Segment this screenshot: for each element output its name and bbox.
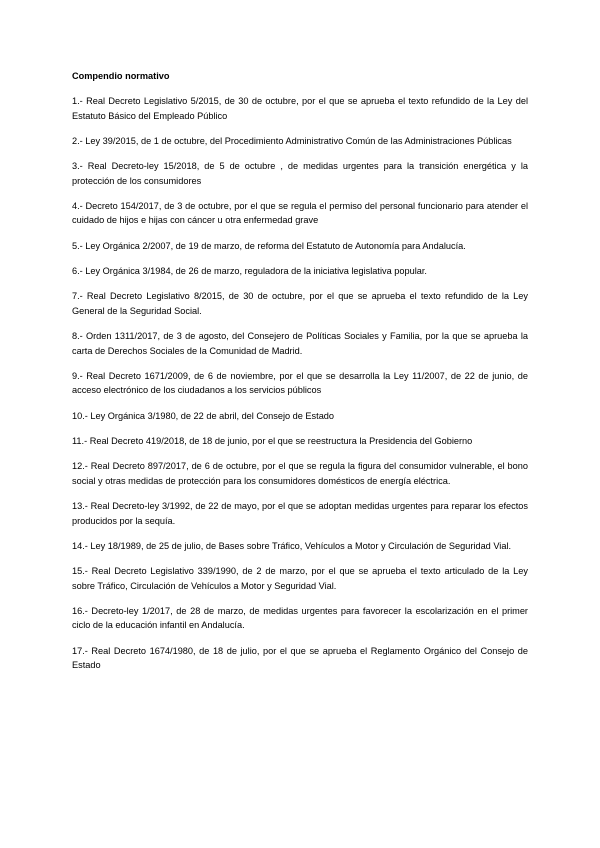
list-item: 15.- Real Decreto Legislativo 339/1990, de 2 de marzo, por el que se aprueba el texto articulado de la Ley sobre Tráfico, Circulación de Vehículos a Motor y Seguridad Vial. (72, 566, 528, 591)
list-item: 8.- Orden 1311/2017, de 3 de agosto, del Consejero de Políticas Sociales y Familia, por la que se aprueba la carta de Derechos Sociales de la Comunidad de Madrid. (72, 331, 528, 356)
list-item: 3.- Real Decreto-ley 15/2018, de 5 de octubre , de medidas urgentes para la transición energética y la protección de los consumidores (72, 161, 528, 186)
list-item: 13.- Real Decreto-ley 3/1992, de 22 de mayo, por el que se adoptan medidas urgentes para reparar los efectos producidos por la sequía. (72, 501, 528, 526)
list-item: 7.- Real Decreto Legislativo 8/2015, de 30 de octubre, por el que se aprueba el texto refundido de la Ley General de la Seguridad Social. (72, 291, 528, 316)
document-page (72, 70, 528, 684)
document-title: Compendio normativo (72, 71, 170, 81)
list-item: 14.- Ley 18/1989, de 25 de julio, de Bases sobre Tráfico, Vehículos a Motor y Circulación de Seguridad Vial. (72, 540, 512, 551)
list-item: 16.- Decreto-ley 1/2017, de 28 de marzo, de medidas urgentes para favorecer la escolarización en el primer ciclo de la educación infantil en Andalucía. (72, 605, 528, 631)
list-item: 17.- Real Decreto 1674/1980, de 18 de julio, por el que se aprueba el Reglamento Orgánico del Consejo de Estado (72, 645, 528, 671)
list-item: 4.- Decreto 154/2017, de 3 de octubre, por el que se regula el permiso del personal funcionario para atender el cuidado de hijos e hijas con cáncer u otra enfermedad grave (72, 200, 528, 226)
list-item: 6.- Ley Orgánica 3/1984, de 26 de marzo, reguladora de la iniciativa legislativa popular. (72, 265, 427, 276)
list-item: 10.- Ley Orgánica 3/1980, de 22 de abril, del Consejo de Estado (72, 410, 335, 421)
list-item: 9.- Real Decreto 1671/2009, de 6 de noviembre, por el que se desarrolla la Ley 11/2007, de 22 de junio, de acceso electrónico de los ciudadanos a los servicios públicos (72, 370, 528, 396)
list-item: 11.- Real Decreto 419/2018, de 18 de junio, por el que se reestructura la Presidencia del Gobierno (72, 435, 473, 446)
list-item: 1.- Real Decreto Legislativo 5/2015, de 30 de octubre, por el que se aprueba el texto refundido de la Ley del Estatuto Básico del Empleado Público (72, 96, 528, 121)
list-item: 12.- Real Decreto 897/2017, de 6 de octubre, por el que se regula la figura del consumidor vulnerable, el bono social y otras medidas de protección para los consumidores domésticos de energía eléctrica. (72, 461, 528, 486)
list-item: 5.- Ley Orgánica 2/2007, de 19 de marzo, de reforma del Estatuto de Autonomía para Andalucía. (72, 240, 466, 251)
list-item: 2.- Ley 39/2015, de 1 de octubre, del Procedimiento Administrativo Común de las Administraciones Públicas (72, 135, 512, 146)
